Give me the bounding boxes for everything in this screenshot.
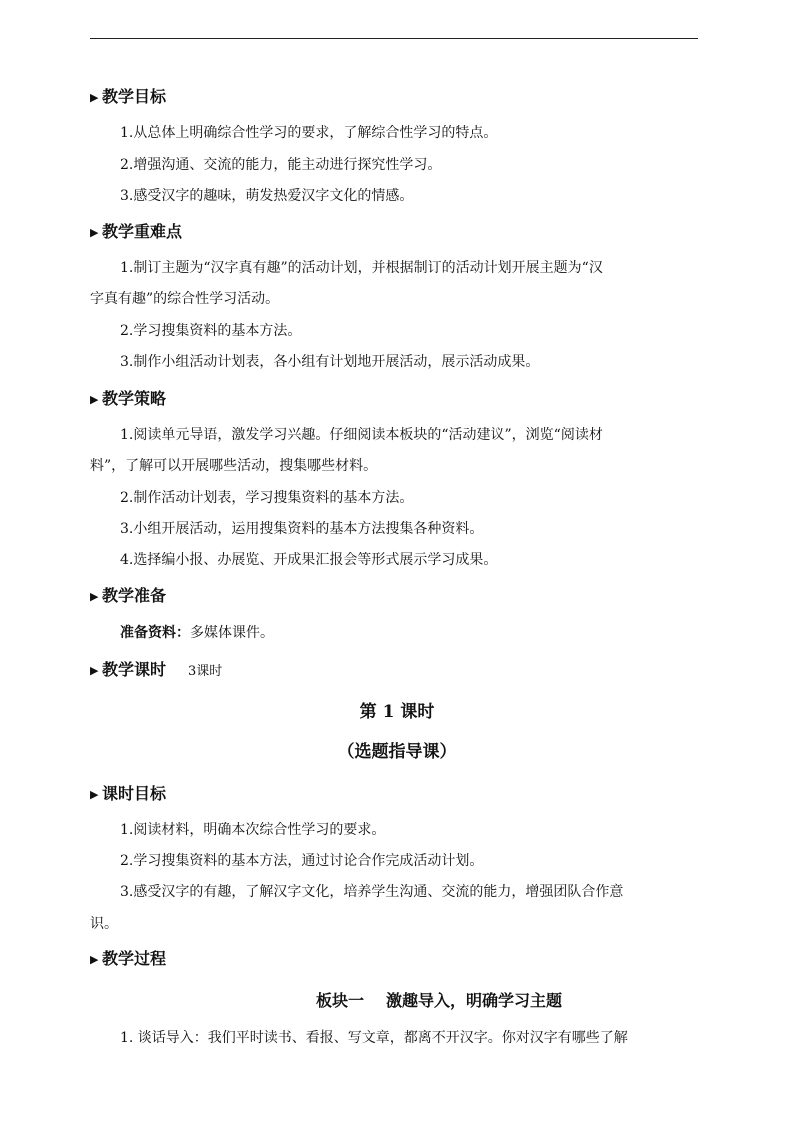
block-title: 激趣导入，明确学习主题 — [386, 991, 563, 1010]
block-label: 板块一 — [316, 991, 365, 1010]
triangle-bullet-icon: ▶ — [90, 393, 99, 406]
section-title: 教学准备 — [102, 586, 167, 605]
section-heading-strategy — [90, 389, 166, 411]
key-point-item: 2.学习搜集资料的基本方法。 — [120, 323, 302, 339]
header-rule — [90, 38, 698, 39]
strategy-item-continued: 料”，了解可以开展哪些活动，搜集哪些材料。 — [90, 458, 378, 474]
section-title: 教学过程 — [102, 949, 167, 968]
preparation-line — [120, 624, 274, 642]
process-step: 1. 谈话导入：我们平时读书、看报、写文章，都离不开汉字。你对汉字有哪些了解 — [120, 1030, 628, 1046]
triangle-bullet-icon: ▶ — [90, 788, 99, 801]
lesson-goal-item: 1.阅读材料，明确本次综合性学习的要求。 — [120, 822, 386, 838]
triangle-bullet-icon: ▶ — [90, 226, 99, 239]
triangle-bullet-icon: ▶ — [90, 953, 99, 966]
preparation-label: 准备资料： — [120, 625, 190, 641]
lesson-goal-item: 2.学习搜集资料的基本方法，通过讨论合作完成活动计划。 — [120, 853, 484, 869]
block-heading — [316, 991, 562, 1011]
lesson-subtitle: （选题指导课） — [337, 742, 457, 762]
section-heading-goals — [90, 87, 166, 109]
key-point-item: 1.制订主题为“汉字真有趣”的活动计划，并根据制订的活动计划开展主题为“汉 — [120, 260, 603, 276]
strategy-item: 1.阅读单元导语，激发学习兴趣。仔细阅读本板块的“活动建议”，浏览“阅读材 — [120, 427, 603, 443]
lesson-goal-item-continued: 识。 — [90, 916, 118, 932]
section-title: 课时目标 — [102, 784, 167, 803]
section-heading-key-points — [90, 222, 182, 244]
key-point-item: 3.制作小组活动计划表，各小组有计划地开展活动，展示活动成果。 — [120, 354, 540, 370]
strategy-item: 3.小组开展活动，运用搜集资料的基本方法搜集各种资料。 — [120, 521, 484, 537]
section-title: 教学策略 — [102, 389, 167, 408]
preparation-value: 多媒体课件。 — [190, 625, 274, 641]
strategy-item: 4.选择编小报、办展览、开成果汇报会等形式展示学习成果。 — [120, 552, 498, 568]
goal-item: 1.从总体上明确综合性学习的要求，了解综合性学习的特点。 — [120, 125, 498, 141]
section-title: 教学重难点 — [102, 222, 183, 241]
lesson-goal-item: 3.感受汉字的有趣，了解汉字文化，培养学生沟通、交流的能力，增强团队合作意 — [120, 884, 624, 900]
section-heading-hours — [90, 660, 222, 682]
section-heading-process — [90, 949, 166, 971]
lesson-title: 第 1 课时 — [359, 702, 435, 722]
goal-item: 2.增强沟通、交流的能力，能主动进行探究性学习。 — [120, 157, 442, 173]
triangle-bullet-icon: ▶ — [90, 590, 99, 603]
goal-item: 3.感受汉字的趣味，萌发热爱汉字文化的情感。 — [120, 188, 414, 204]
key-point-item-continued: 字真有趣”的综合性学习活动。 — [90, 291, 280, 307]
section-heading-preparation — [90, 586, 166, 608]
section-title: 教学目标 — [102, 87, 167, 106]
triangle-bullet-icon: ▶ — [90, 664, 99, 677]
section-heading-lesson-goals — [90, 784, 166, 806]
strategy-item: 2.制作活动计划表，学习搜集资料的基本方法。 — [120, 490, 414, 506]
section-title: 教学课时 — [102, 660, 167, 679]
triangle-bullet-icon: ▶ — [90, 91, 99, 104]
hours-value: 3课时 — [188, 664, 223, 679]
